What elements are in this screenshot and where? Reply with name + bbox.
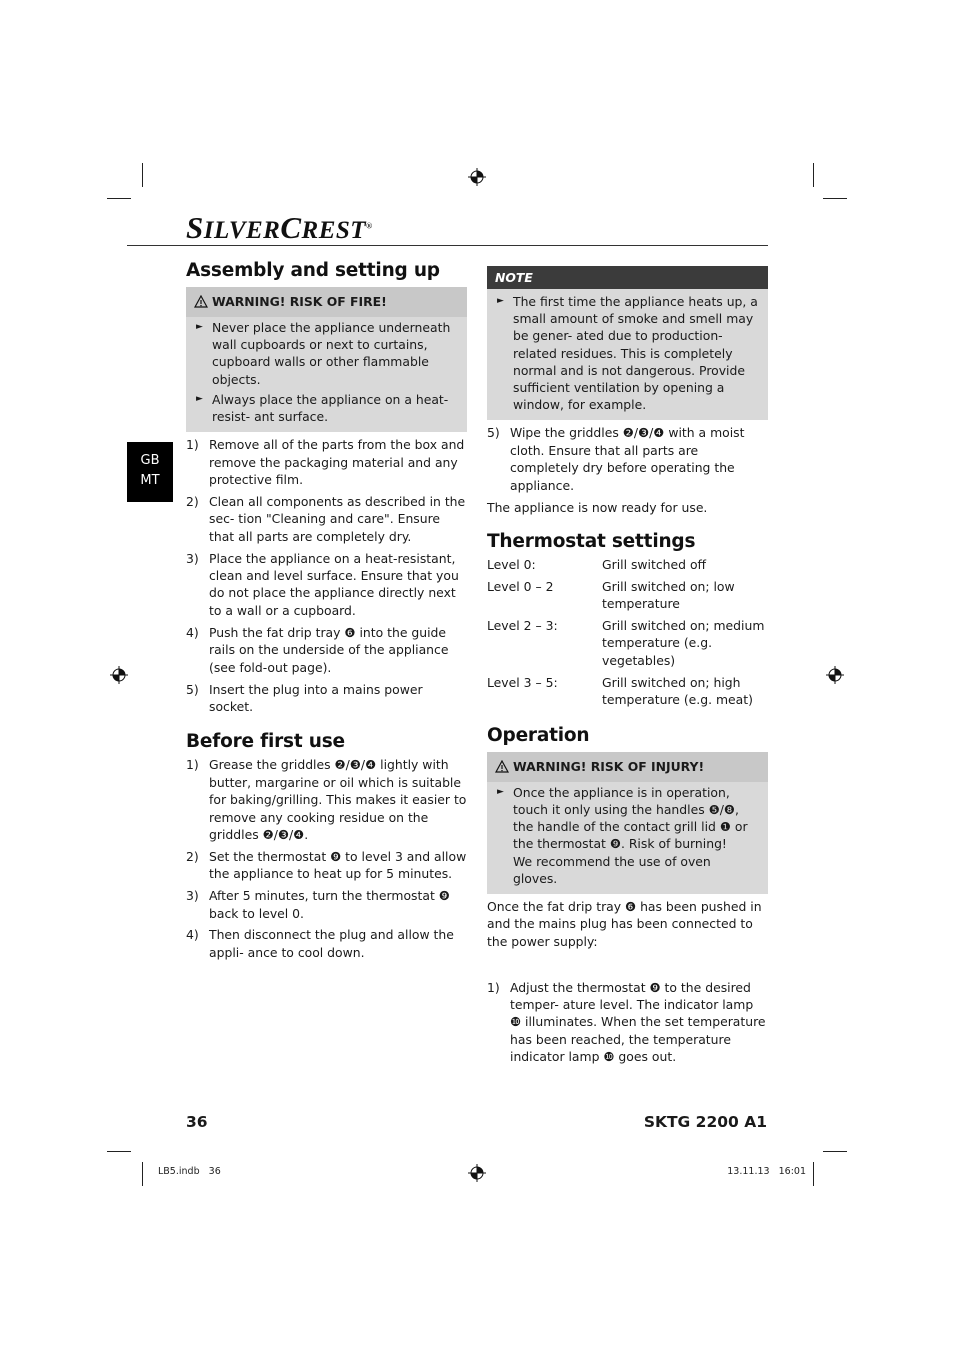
section-title-before-first-use: Before first use (186, 731, 345, 753)
language-tab: GB MT (127, 442, 173, 502)
step-item: 1) Remove all of the parts from the box and remove the packaging material and any protective film. (186, 437, 465, 488)
crop-mark (107, 1151, 131, 1152)
registration-mark-icon (468, 168, 486, 186)
arrow-bullet-icon: ► (196, 322, 203, 332)
table-row: Level 2 – 3: Grill switched on; medium temperature (e.g. vegetables) (487, 617, 765, 668)
arrow-bullet-icon: ► (497, 296, 504, 306)
right-column (487, 266, 768, 1070)
step-item: 5) Insert the plug into a mains power socket. (186, 681, 423, 714)
step-item: 4) Push the fat drip tray ❻ into the guide rails on the underside of the appliance (see fold-out page). (186, 624, 449, 675)
fire-warning-box (186, 287, 467, 432)
step-item: 5) Wipe the griddles ❷/❸/❹ with a moist cloth. Ensure that all parts are completely dry before operating the appliance. (487, 425, 745, 493)
warning-triangle-icon (194, 295, 208, 308)
note-title: NOTE (487, 266, 768, 289)
step-item: 4) Then disconnect the plug and allow the appli- ance to cool down. (186, 927, 454, 960)
brand-logo: SILVERCREST® (186, 210, 373, 245)
left-column (186, 260, 467, 966)
note-box (487, 266, 768, 420)
model-number: SKTG 2200 A1 (643, 1113, 767, 1131)
section-title-assembly: Assembly and setting up (186, 260, 440, 281)
crop-mark (813, 163, 814, 187)
section-title-thermostat: Thermostat settings (487, 530, 696, 552)
table-row: Level 3 – 5: Grill switched on; high temperature (e.g. meat) (487, 674, 753, 708)
list-item: ► Once the appliance is in operation, touch it only using the handles ❺/❽, the handle of the contact grill lid ❶ or the thermostat ❾. Risk of burning! (497, 784, 748, 852)
warning-title: WARNING! RISK OF INJURY! (513, 758, 705, 774)
crop-mark (142, 1162, 143, 1186)
list-item: We recommend the use of oven gloves. (513, 853, 711, 886)
page-number: 36 (186, 1113, 208, 1131)
step-item: 3) After 5 minutes, turn the thermostat ❾ back to level 0. (186, 888, 450, 921)
crop-mark (107, 198, 131, 199)
date-info: 13.11.13 16:01 (727, 1166, 806, 1177)
warning-title: WARNING! RISK OF FIRE! (212, 294, 387, 309)
step-item: 2) Set the thermostat ❾ to level 3 and allow the appliance to heat up for 5 minutes. (186, 848, 467, 882)
registration-mark-icon (826, 666, 844, 684)
file-info: LB5.indb 36 (158, 1166, 221, 1177)
header-rule (127, 245, 768, 246)
step-item: 2) Clean all components as described in the sec- tion "Cleaning and care". Ensure that all parts are completely dry. (186, 493, 466, 544)
crop-mark (823, 1151, 847, 1152)
warning-triangle-icon (495, 760, 509, 773)
step-item: 1) Adjust the thermostat ❾ to the desired temper- ature level. The indicator lamp ❿ illuminates. When the set temperature has been reached, the temperature indicator lamp ❿ goes out. (487, 979, 766, 1065)
crop-mark (142, 163, 143, 187)
registration-mark-icon (468, 1164, 486, 1182)
arrow-bullet-icon: ► (497, 786, 504, 797)
list-item: ► Never place the appliance underneath wall cupboards or next to curtains, cupboard walls or other flammable objects. (196, 320, 451, 387)
ready-text: The appliance is now ready for use. (487, 499, 708, 515)
injury-warning-box (487, 752, 768, 894)
step-item: 1) Grease the griddles ❷/❸/❹ lightly with butter, margarine or oil which is suitable for baking/grilling. This makes it easier to remove any cooking residue on the griddles ❷/❸/❹. (186, 757, 467, 842)
crop-mark (813, 1162, 814, 1186)
table-row: Level 0 – 2 Grill switched on; low temperature (487, 578, 735, 612)
section-title-operation: Operation (487, 724, 590, 746)
step-item: 3) Place the appliance on a heat-resistant, clean and level surface. Ensure that you do not place the appliance directly next to a wall or a cupboard. (186, 550, 459, 618)
list-item: ► The first time the appliance heats up, a small amount of smoke and smell may be gener- ated due to production-related residues. This is completely normal and is not dangerous. Provide sufficient ventilation by opening a window, for example. (497, 294, 758, 413)
list-item: ► Always place the appliance on a heat-resist- ant surface. (196, 391, 449, 425)
table-row: Level 0: Grill switched off (487, 556, 707, 572)
operation-intro: Once the fat drip tray ❻ has been pushed in and the mains plug has been connected to the power supply: (487, 898, 762, 949)
crop-mark (823, 198, 847, 199)
arrow-bullet-icon: ► (196, 393, 203, 404)
registration-mark-icon (110, 666, 128, 684)
